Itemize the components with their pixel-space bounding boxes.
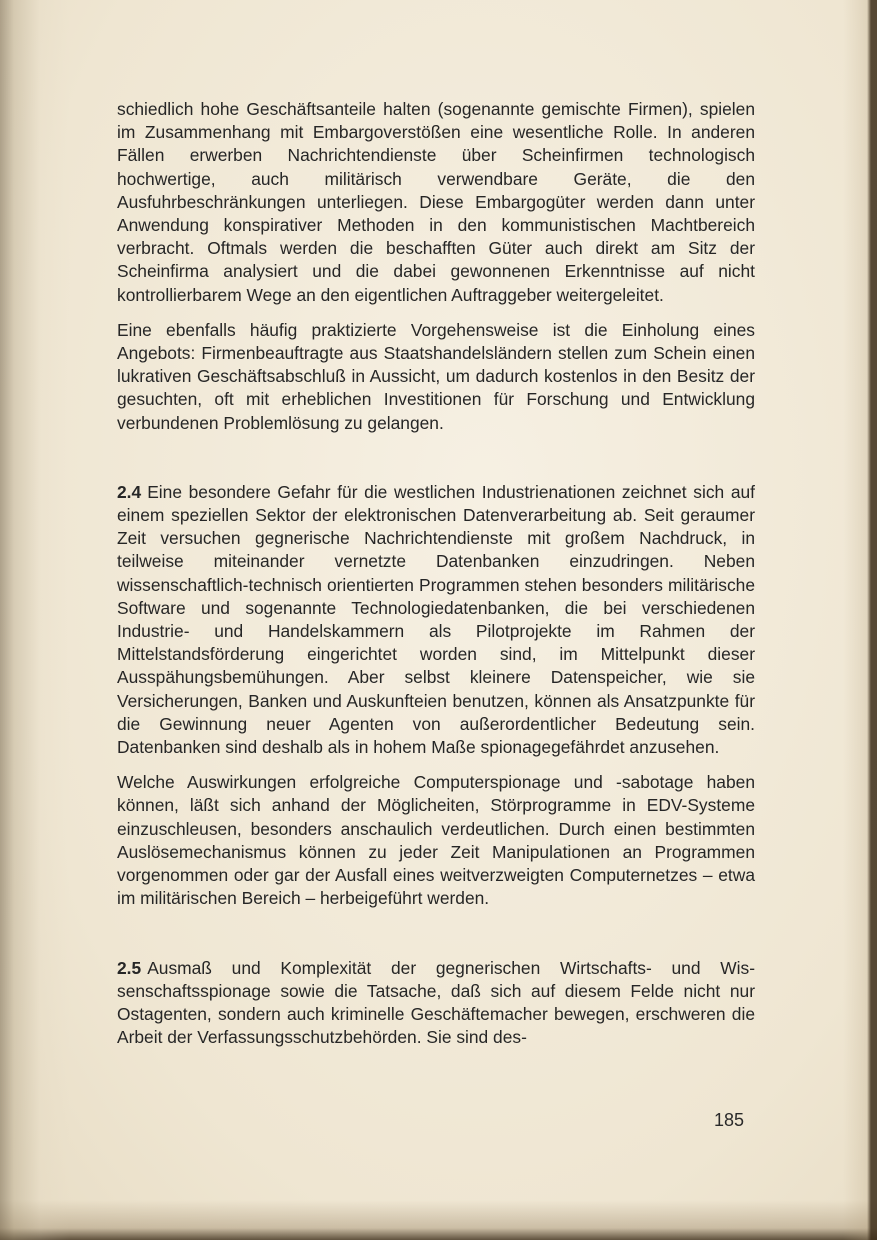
paragraph-computerspionage: Welche Auswirkungen erfolgreiche Computerspionage und -sabotage haben können, läßt sich anhand der Möglicheiten, Störprogramme in EDV-Systeme einzuschleusen, besonders anschaulich verdeutlichen. Durch einen bestimmten Auslösemechanismus können zu jeder Zeit Manipulationen an Programmen vorgenommen oder gar der Ausfall eines weitverzweigten Computernetzes – etwa im militärischen Bereich – herbeigeführt werden. [117, 772, 755, 909]
section-text: Eine besondere Gefahr für die westlichen Industrienationen zeichnet sich auf einem speziellen Sektor der elektronischen Datenverarbeitung ab. Seit geraumer Zeit versuchen gegnerische Nachrichtendienste mit großem Nachdruck, in teilweise miteinander vernetzte Datenbanken einzudringen. Neben wissenschaftlich-technisch orientierten Programmen stehen besonders militärische Software und sogenannte Technologiedatenbanken, die bei verschiedenen Industrie- und Handelskammern als Pilotprojekte im Rahmen der Mittelstandsförderung eingerichtet worden sind, im Mittelpunkt dieser Ausspähungsbemühungen. Aber selbst kleinere Datenspeicher, wie sie Versicherungen, Banken und Auskunfteien benutzen, können als Ansatzpunkte für die Gewinnung neuer Agenten von außerordentlicher Bedeutung sein. Datenbanken sind deshalb als in hohem Maße spionagegefährdet anzusehen. [117, 481, 755, 758]
page-number: 185 [714, 1110, 745, 1130]
section-number: 2.5 [117, 957, 142, 978]
paragraph-continued: schiedlich hohe Geschäftsanteile halten (sogenannte gemischte Firmen), spielen im Zusammenhang mit Embargoverstößen eine wesentliche Rolle. In anderen Fällen erwerben Nachrichtendienste über Scheinfirmen technologisch hochwertige, auch militärisch verwendbare Geräte, die den Ausfuhrbeschränkungen unterliegen. Diese Embargogüter werden dann unter Anwendung konspirativer Methoden in den kommunistischen Machtbereich verbracht. Oftmals werden die beschafften Güter auch direkt am Sitz der Scheinfirma analysiert und die dabei gewonnenen Erkenntnisse auf nicht kontrollierbarem Wege an den eigentlichen Auftraggeber weitergeleitet. [117, 99, 755, 305]
section-text: Ausmaß und Komplexität der gegnerischen Wirtschafts- und Wissenschaftsspionage sowie die Tatsache, daß sich auf diesem Felde nicht nur Ostagenten, sondern auch kriminelle Geschäftemacher bewegen, erschweren die Arbeit der Verfassungsschutzbehörden. Sie sind des- [117, 957, 755, 1048]
section-number: 2.4 [117, 481, 142, 502]
section-2-5 [117, 957, 755, 1050]
text-column [117, 98, 755, 1049]
paragraph-angebot: Eine ebenfalls häufig praktizierte Vorgehensweise ist die Einholung eines Angebots: Firmenbeauftragte aus Staatshandelsländern stellen zum Schein einen lukrativen Geschäftsabschluß in Aussicht, um dadurch kostenlos in den Besitz der gesuchten, oft mit erheblichen Investitionen für Forschung und Entwicklung verbundenen Problemlösung zu gelangen. [117, 319, 755, 433]
section-2-4 [117, 481, 755, 759]
